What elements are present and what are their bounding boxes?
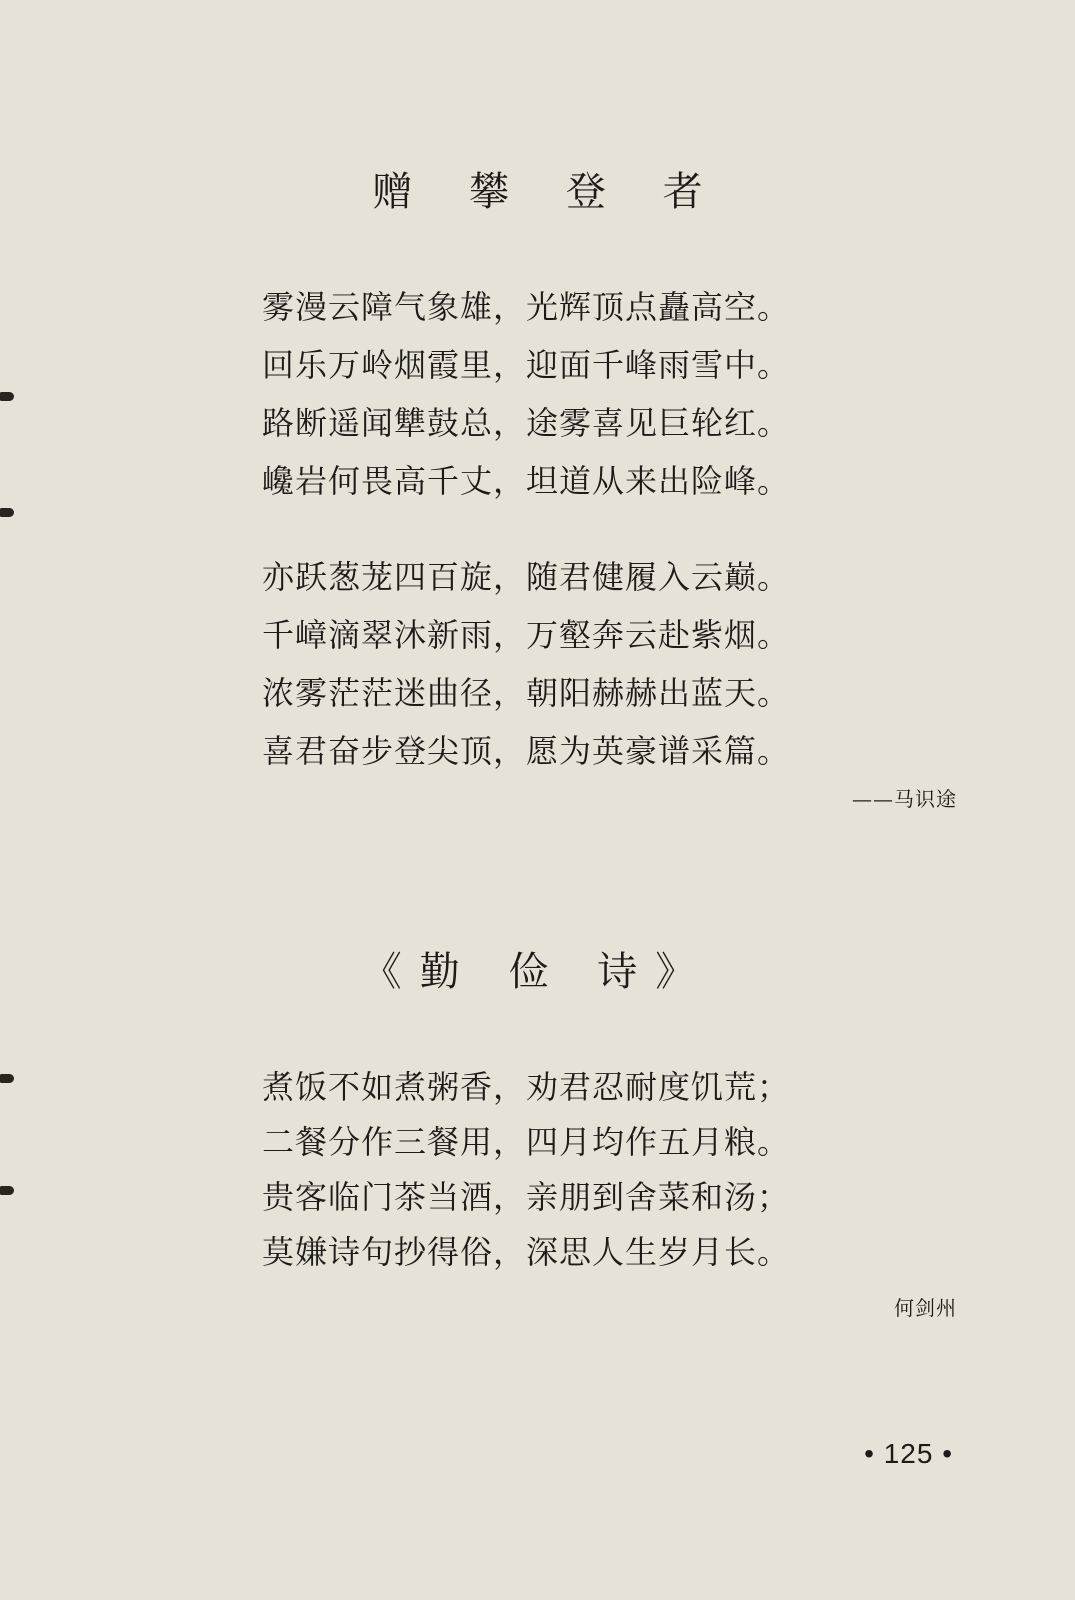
poem-line: 煮饭不如煮粥香，劝君忍耐度饥荒； [262,1068,791,1106]
poem-line: 莫嫌诗句抄得俗，深思人生岁月长。 [262,1233,791,1271]
poem-author: 何剑州 [894,1296,957,1320]
binding-hole-mark [0,1074,14,1083]
binding-hole-mark [0,508,14,517]
poem-line: 亦跃葱茏四百旋，随君健履入云巅。 [262,558,791,596]
page-number: • 125 • [864,1438,953,1469]
poem-line: 二餐分作三餐用，四月均作五月粮。 [262,1123,791,1161]
binding-hole-mark [0,392,14,401]
poem-line: 雾漫云障气象雄，光辉顶点矗高空。 [262,288,791,326]
poem-line: 喜君奋步登尖顶，愿为英豪谱采篇。 [262,732,791,770]
poem-title: 《勤 俭 诗》 [361,949,714,995]
poem-line: 浓雾茫茫迷曲径，朝阳赫赫出蓝天。 [262,674,791,712]
poem-line: 回乐万岭烟霞里，迎面千峰雨雪中。 [262,346,791,384]
poem-stanza [262,278,862,510]
poem-line: 贵客临门茶当酒，亲朋到舍菜和汤； [262,1178,791,1216]
poem-line: 路断遥闻犨鼓总，途雾喜见巨轮红。 [262,404,791,442]
poem-stanza [262,1060,862,1280]
poem-title: 赠 攀 登 者 [372,169,725,215]
poem-stanza [262,548,862,780]
poem-author: ——马识途 [852,787,957,811]
poem-line: 千嶂滴翠沐新雨，万壑奔云赴紫烟。 [262,616,791,654]
poem-line: 巉岩何畏高千丈，坦道从来出险峰。 [262,462,791,500]
binding-hole-mark [0,1186,14,1195]
